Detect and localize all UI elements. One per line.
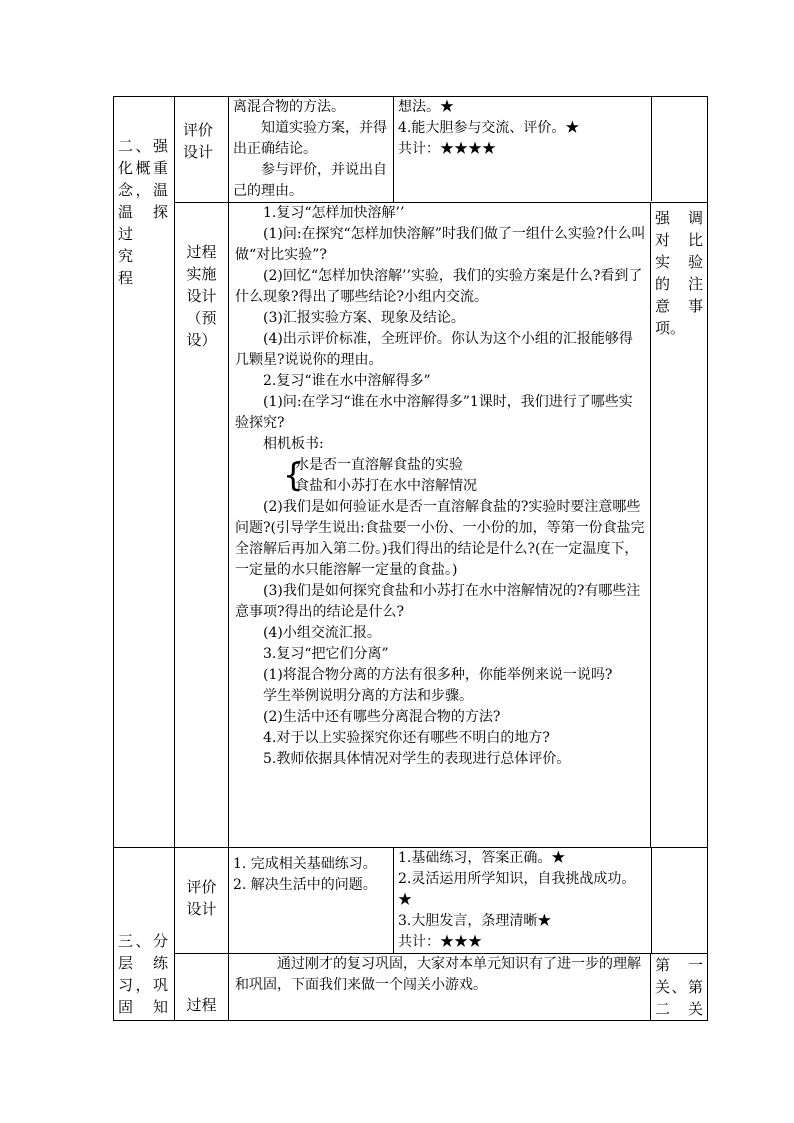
section3-process-note [651, 954, 708, 1021]
process-paragraph: 学生举例说明分离的方法和步骤。 [263, 688, 473, 704]
section2-eval-label-cell [175, 97, 229, 203]
eval-design-label: 评价 设计 [183, 121, 214, 161]
teaching-note: 强 调 对 比 实 验 的 注 意 事 项。 [655, 209, 703, 337]
section3-stage-cell [114, 848, 175, 1021]
process-paragraph: (1)将混合物分离的方法有很多种，你能举例来说一说吗? [263, 667, 613, 683]
section3-eval-note-empty [651, 848, 708, 953]
process-paragraph: (4)小组交流汇报。 [263, 625, 381, 641]
section2-process-row [114, 203, 708, 848]
section2-process-note [651, 203, 708, 848]
criteria-line: 共计：★★★★ [398, 141, 496, 157]
section3-stage: 三、分 层 练 习，巩 固 知 [118, 932, 170, 1016]
section2-stage-cell [114, 97, 175, 848]
criteria-subtable [394, 848, 708, 953]
section3-eval-goals [229, 848, 394, 954]
process-paragraph: (3)汇报实验方案、现象及结论。 [263, 310, 465, 326]
process-paragraph: 4.对于以上实验探究你还有哪些不明白的地方? [263, 730, 550, 746]
process-paragraph: (4)出示评价标准，全班评价。你认为这个小组的汇报能够得几颗星?说说你的理由。 [235, 331, 633, 368]
board-line: 食盐和小苏打在水中溶解情况 [295, 478, 477, 494]
section2-eval-row [114, 97, 708, 203]
teaching-note: 第 一 关、第 二 关 [655, 956, 703, 1018]
criteria-line: 想法。★ [398, 99, 454, 115]
section2-eval-criteria [394, 97, 651, 201]
section2-process-label-cell [175, 203, 229, 848]
criteria-line: 4.能大胆参与交流、评价。★ [398, 120, 580, 136]
process-paragraph: 2.复习“谁在水中溶解得多” [263, 373, 431, 389]
section3-process-content [229, 954, 651, 1021]
process-paragraph: (3)我们是如何探究食盐和小苏打在水中溶解情况的?有哪些注意事项?得出的结论是什么? [235, 583, 641, 620]
section3-process-label-cell [175, 954, 229, 1021]
process-paragraph: 3.复习“把它们分离” [263, 646, 389, 662]
process-paragraph: 通过刚才的复习巩固，大家对本单元知识有了进一步的理解和巩固，下面我们来做一个闯关小游戏。 [235, 956, 641, 993]
process-paragraph: (2)生活中还有哪些分离混合物的方法? [263, 709, 501, 725]
goal-line: 参与评价，并说出自己的理由。 [233, 162, 387, 199]
process-paragraph: (2)回忆“怎样加快溶解’’实验，我们的实验方案是什么?看到了什么现象?得出了哪些结论?小组内交流。 [235, 268, 643, 305]
section2-eval-note-empty [651, 97, 708, 201]
process-label: 过程 [186, 996, 217, 1014]
eval-design-label: 评价 设计 [186, 878, 217, 918]
section2-process-content [229, 203, 651, 848]
criteria-subtable [394, 97, 708, 201]
section3-eval-criteria [394, 848, 651, 953]
goal-line: 2. 解决生活中的问题。 [233, 877, 377, 893]
lesson-plan-table [113, 96, 708, 1021]
section3-eval-row [114, 848, 708, 954]
goal-line: 离混合物的方法。 [233, 99, 345, 115]
section3-eval-label-cell [175, 848, 229, 954]
section2-eval-goals [229, 97, 394, 203]
section2-eval-criteria-wrap [394, 97, 708, 203]
process-paragraph: 5.教师依据具体情况对学生的表现进行总体评价。 [263, 751, 571, 767]
section3-eval-criteria-wrap [394, 848, 708, 954]
process-paragraph: 1.复习“怎样加快溶解’’ [263, 205, 405, 221]
goal-line: 1. 完成相关基础练习。 [233, 856, 377, 872]
process-paragraph: (1)问:在探究“怎样加快溶解”时我们做了一组什么实验?什么叫做“对比实验”? [235, 226, 646, 263]
blackboard-notes [283, 455, 646, 497]
process-paragraph: 相机板书: [263, 436, 324, 452]
goal-line: 知道实验方案，并得出正确结论。 [233, 120, 387, 157]
process-paragraph: (2)我们是如何验证水是否一直溶解食盐的?实验时要注意哪些问题?(引导学生说出:食盐要一小份、一小份的加，等第一份食盐完全溶解后再加入第二份。)我们得出的结论是什么?(在一定温度下，一定量的水只能溶解一定量的食盐。) [235, 499, 645, 578]
board-line: 水是否一直溶解食盐的实验 [295, 457, 463, 473]
process-paragraph: (1)问:在学习“谁在水中溶解得多”1课时，我们进行了哪些实验探究? [235, 394, 633, 431]
process-design-label: 过程 实施 设计 （预 设） [186, 243, 217, 349]
criteria-line: 共计：★★★ [398, 934, 482, 950]
section2-stage: 二、强 化概重 念，温 温 探过 究 程 [118, 137, 170, 287]
criteria-line: 2.灵活运用所学知识，自我挑战成功。★ [398, 871, 636, 908]
brace-icon: { [283, 456, 304, 494]
section3-process-row [114, 954, 708, 1021]
criteria-line: 3.大胆发言，条理清晰★ [398, 913, 552, 929]
criteria-line: 1.基础练习，答案正确。★ [398, 850, 566, 866]
